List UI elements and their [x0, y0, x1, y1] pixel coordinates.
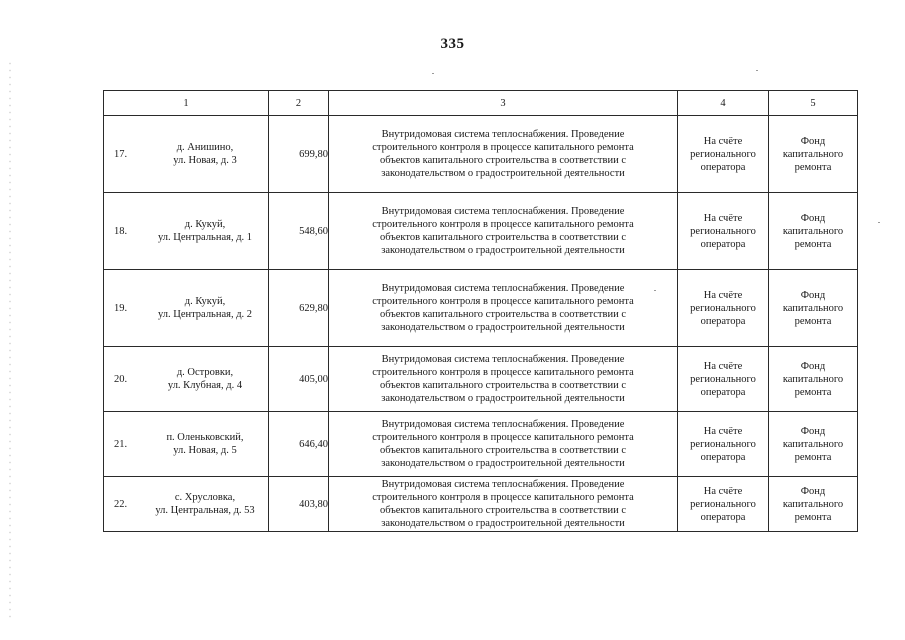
address-cell — [104, 193, 269, 270]
fund-cell — [769, 347, 858, 412]
address-cell — [104, 116, 269, 193]
fund-line: капитального — [782, 148, 844, 160]
work-line: Внутридомовая система теплоснабжения. Проведение — [381, 479, 625, 490]
fund-line: Фонд — [800, 425, 826, 437]
account-cell — [678, 477, 769, 532]
work-description-cell — [329, 477, 678, 532]
fund-line: ремонта — [794, 315, 832, 327]
fund-line: Фонд — [800, 485, 826, 497]
account-cell — [678, 270, 769, 347]
fund-line: капитального — [782, 302, 844, 314]
work-line: объектов капитального строительства в соответствии с — [380, 505, 626, 516]
account-cell — [678, 347, 769, 412]
table-row — [104, 347, 858, 412]
scan-margin-dots — [9, 60, 11, 620]
table-row — [104, 477, 858, 532]
row-number: 19. — [114, 302, 128, 314]
account-line: оператора — [700, 315, 746, 327]
work-line: законодательством о градостроительной деятельности — [381, 322, 625, 333]
row-number: 20. — [114, 373, 128, 385]
area-cell: 699,80 — [269, 116, 329, 193]
header-cell-3: 3 — [329, 91, 678, 116]
account-cell — [678, 116, 769, 193]
works-table — [103, 90, 858, 532]
address-line: ул. Новая, д. 5 — [173, 445, 237, 456]
address-line: д. Кукуй, — [184, 296, 226, 307]
fund-line: Фонд — [800, 360, 826, 372]
fund-line: ремонта — [794, 161, 832, 173]
account-line: оператора — [700, 386, 746, 398]
area-cell: 405,00 — [269, 347, 329, 412]
address-cell — [104, 477, 269, 532]
account-line: На счёте — [703, 135, 743, 147]
fund-line: капитального — [782, 498, 844, 510]
address — [142, 218, 268, 244]
fund-cell — [769, 477, 858, 532]
table-row — [104, 270, 858, 347]
work-line: законодательством о градостроительной деятельности — [381, 458, 625, 469]
scan-speck — [756, 70, 758, 71]
account-line: регионального — [690, 302, 756, 314]
account-line: На счёте — [703, 485, 743, 497]
account-cell — [678, 412, 769, 477]
work-line: объектов капитального строительства в соответствии с — [380, 445, 626, 456]
work-line: Внутридомовая система теплоснабжения. Проведение — [381, 419, 625, 430]
work-line: Внутридомовая система теплоснабжения. Проведение — [381, 129, 625, 140]
header-cell-2: 2 — [269, 91, 329, 116]
area-cell: 646,40 — [269, 412, 329, 477]
area-cell: 629,80 — [269, 270, 329, 347]
address — [142, 366, 268, 392]
table-row — [104, 116, 858, 193]
row-number: 18. — [114, 225, 128, 237]
address-line: ул. Центральная, д. 1 — [157, 232, 253, 243]
account-line: регионального — [690, 225, 756, 237]
header-cell-5: 5 — [769, 91, 858, 116]
area-cell: 403,80 — [269, 477, 329, 532]
account-line: оператора — [700, 238, 746, 250]
fund-line: ремонта — [794, 386, 832, 398]
account-line: регионального — [690, 148, 756, 160]
address-line: ул. Центральная, д. 2 — [157, 309, 253, 320]
scan-speck — [878, 222, 880, 223]
address-line: д. Островки, — [176, 367, 234, 378]
account-line: оператора — [700, 451, 746, 463]
fund-line: ремонта — [794, 451, 832, 463]
work-line: законодательством о градостроительной деятельности — [381, 393, 625, 404]
address-line: ул. Клубная, д. 4 — [167, 380, 243, 391]
account-line: На счёте — [703, 360, 743, 372]
address-line: п. Оленьковский, — [166, 432, 244, 443]
account-cell — [678, 193, 769, 270]
work-line: строительного контроля в процессе капитального ремонта — [372, 142, 634, 153]
work-line: строительного контроля в процессе капитального ремонта — [372, 432, 634, 443]
header-cell-1: 1 — [104, 91, 269, 116]
account-line: На счёте — [703, 425, 743, 437]
address-cell — [104, 412, 269, 477]
fund-line: Фонд — [800, 289, 826, 301]
fund-cell — [769, 270, 858, 347]
account-line: оператора — [700, 161, 746, 173]
address-line: с. Хрусловка, — [174, 492, 236, 503]
fund-line: капитального — [782, 225, 844, 237]
fund-line: Фонд — [800, 212, 826, 224]
address-cell — [104, 270, 269, 347]
table-row — [104, 193, 858, 270]
address — [142, 431, 268, 457]
address-line: д. Кукуй, — [184, 219, 226, 230]
fund-cell — [769, 116, 858, 193]
row-number: 22. — [114, 498, 128, 510]
fund-cell — [769, 412, 858, 477]
account-line: оператора — [700, 511, 746, 523]
account-line: регионального — [690, 438, 756, 450]
work-line: строительного контроля в процессе капитального ремонта — [372, 492, 634, 503]
address — [142, 295, 268, 321]
fund-line: ремонта — [794, 511, 832, 523]
work-description-cell — [329, 116, 678, 193]
work-description-cell — [329, 193, 678, 270]
account-line: На счёте — [703, 289, 743, 301]
work-line: строительного контроля в процессе капитального ремонта — [372, 367, 634, 378]
account-line: регионального — [690, 498, 756, 510]
account-line: На счёте — [703, 212, 743, 224]
area-cell: 548,60 — [269, 193, 329, 270]
table-header-row — [104, 91, 858, 116]
work-line: объектов капитального строительства в соответствии с — [380, 309, 626, 320]
work-line: строительного контроля в процессе капитального ремонта — [372, 219, 634, 230]
table-row — [104, 412, 858, 477]
address-cell — [104, 347, 269, 412]
work-line: объектов капитального строительства в соответствии с — [380, 155, 626, 166]
work-line: законодательством о градостроительной деятельности — [381, 168, 625, 179]
fund-line: Фонд — [800, 135, 826, 147]
work-description-cell — [329, 347, 678, 412]
work-description-cell — [329, 412, 678, 477]
scan-speck — [432, 73, 434, 74]
address-line: ул. Новая, д. 3 — [173, 155, 237, 166]
row-number: 17. — [114, 148, 128, 160]
work-line: законодательством о градостроительной деятельности — [381, 245, 625, 256]
work-line: Внутридомовая система теплоснабжения. Проведение — [381, 206, 625, 217]
work-line: законодательством о градостроительной деятельности — [381, 518, 625, 529]
fund-line: ремонта — [794, 238, 832, 250]
header-cell-4: 4 — [678, 91, 769, 116]
row-number: 21. — [114, 438, 128, 450]
work-line: Внутридомовая система теплоснабжения. Проведение — [381, 283, 625, 294]
address-line: ул. Центральная, д. 53 — [155, 505, 255, 516]
address — [142, 141, 268, 167]
work-line: Внутридомовая система теплоснабжения. Проведение — [381, 354, 625, 365]
work-line: объектов капитального строительства в соответствии с — [380, 232, 626, 243]
work-line: объектов капитального строительства в соответствии с — [380, 380, 626, 391]
account-line: регионального — [690, 373, 756, 385]
work-line: строительного контроля в процессе капитального ремонта — [372, 296, 634, 307]
page-number: 335 — [440, 36, 465, 52]
address-line: д. Анишино, — [176, 142, 234, 153]
address — [142, 491, 268, 517]
fund-line: капитального — [782, 373, 844, 385]
fund-cell — [769, 193, 858, 270]
work-description-cell — [329, 270, 678, 347]
fund-line: капитального — [782, 438, 844, 450]
